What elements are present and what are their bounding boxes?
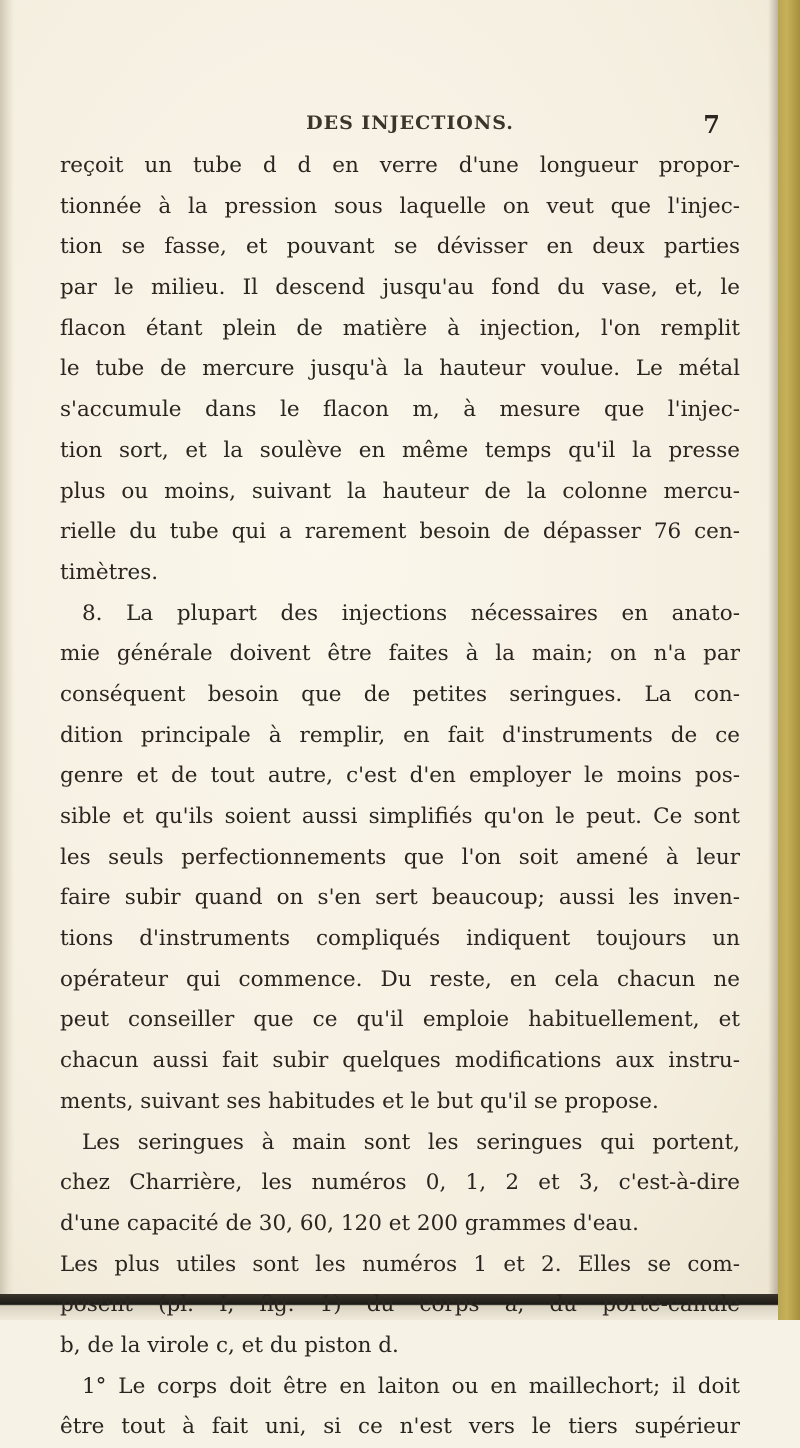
text-line: flacon étant plein de matière à injection, l'on remplit bbox=[60, 315, 740, 341]
text-line: tion se fasse, et pouvant se dévisser en deux parties bbox=[60, 234, 740, 260]
text-line: être tout à fait uni, si ce n'est vers le tiers supérieur bbox=[60, 1414, 740, 1440]
page-header bbox=[90, 112, 730, 142]
text-line: les seuls perfectionnements que l'on soit amené à leur bbox=[60, 844, 740, 870]
page-gutter-shadow bbox=[768, 0, 778, 1320]
text-line: timètres. bbox=[60, 559, 159, 585]
text-line: mie générale doivent être faites à la main; on n'a par bbox=[60, 641, 740, 667]
text-line: rielle du tube qui a rarement besoin de dépasser 76 cen- bbox=[60, 519, 740, 545]
text-line: ments, suivant ses habitudes et le but qu'il se propose. bbox=[60, 1088, 659, 1114]
paragraph-start: 8. La plupart des injections nécessaires en anato- bbox=[82, 600, 740, 626]
text-line: tionnée à la pression sous laquelle on veut que l'injec- bbox=[60, 193, 740, 219]
text-line: plus ou moins, suivant la hauteur de la colonne mercu- bbox=[60, 478, 740, 504]
text-line: faire subir quand on s'en sert beaucoup; aussi les inven- bbox=[60, 885, 740, 911]
running-title: DES INJECTIONS. bbox=[306, 112, 514, 134]
text-line: tion sort, et la soulève en même temps qu'il la presse bbox=[60, 437, 740, 463]
paragraph-start: Les seringues à main sont les seringues qui portent, bbox=[82, 1129, 740, 1155]
text-line: chez Charrière, les numéros 0, 1, 2 et 3, c'est-à-dire bbox=[60, 1170, 740, 1196]
text-line: s'accumule dans le flacon m, à mesure que l'injec- bbox=[60, 397, 740, 423]
text-line: reçoit un tube d d en verre d'une longueur propor- bbox=[60, 153, 740, 178]
text-line: peut conseiller que ce qu'il emploie habituellement, et bbox=[60, 1007, 740, 1033]
text-line: b, de la virole c, et du piston d. bbox=[60, 1332, 399, 1358]
body-text bbox=[60, 146, 740, 1448]
text-line: le tube de mercure jusqu'à la hauteur voulue. Le métal bbox=[60, 356, 740, 382]
text-line: sible et qu'ils soient aussi simplifiés qu'on le peut. Ce sont bbox=[60, 804, 740, 829]
text-line: tions d'instruments compliqués indiquent toujours un bbox=[60, 926, 740, 952]
paragraph-start: 1° Le corps doit être en laiton ou en maillechort; il doit bbox=[82, 1373, 740, 1399]
text-line: posent (pl. I, fig. 1) du corps a, du porte-canule bbox=[60, 1292, 740, 1318]
text-line: dition principale à remplir, en fait d'instruments de ce bbox=[60, 722, 740, 748]
page-number: 7 bbox=[703, 110, 720, 139]
page-binding-edge bbox=[778, 0, 800, 1320]
text-line: genre et de tout autre, c'est d'en employer le moins pos- bbox=[60, 763, 740, 789]
text-line: chacun aussi fait subir quelques modifications aux instru- bbox=[60, 1048, 740, 1074]
text-line: Les plus utiles sont les numéros 1 et 2. Elles se com- bbox=[60, 1251, 740, 1277]
text-line: par le milieu. Il descend jusqu'au fond du vase, et, le bbox=[60, 275, 740, 301]
page-left-edge bbox=[0, 0, 14, 1320]
text-line: d'une capacité de 30, 60, 120 et 200 grammes d'eau. bbox=[60, 1210, 639, 1236]
text-line: opérateur qui commence. Du reste, en cela chacun ne bbox=[60, 966, 740, 992]
text-line: conséquent besoin que de petites seringues. La con- bbox=[60, 681, 740, 707]
